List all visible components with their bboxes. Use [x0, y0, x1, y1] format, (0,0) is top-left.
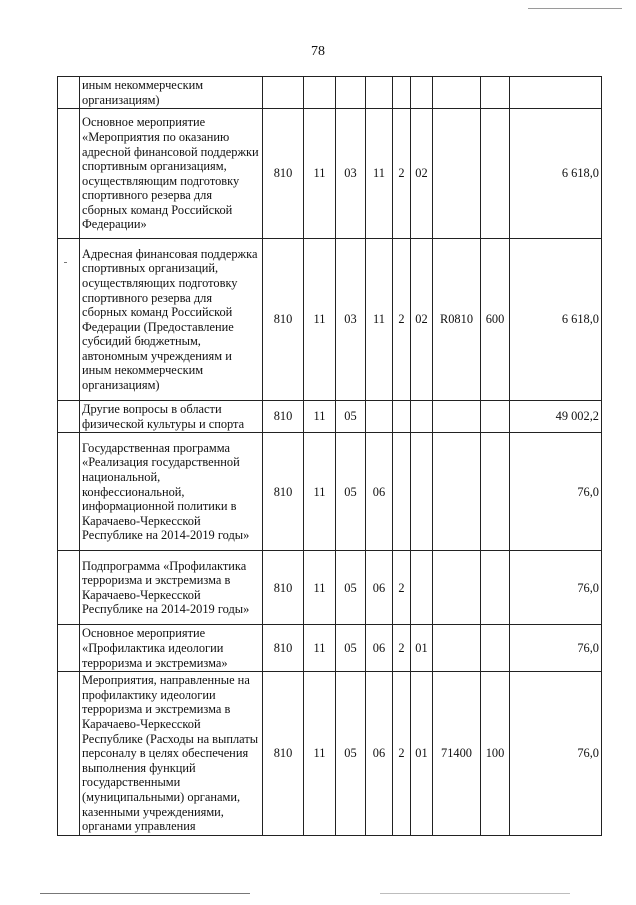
- cell-prog: 06: [366, 433, 393, 551]
- cell-mer: [411, 77, 433, 109]
- cell-gv: 810: [263, 433, 304, 551]
- cell-blank: [58, 672, 80, 836]
- cell-sub: [393, 433, 411, 551]
- cell-vr: [481, 551, 510, 625]
- cell-sub: [393, 77, 411, 109]
- cell-pr: 05: [336, 672, 366, 836]
- table-row: [58, 77, 602, 109]
- cell-amount: 76,0: [510, 433, 602, 551]
- top-rule: [528, 8, 622, 9]
- cell-prog: 06: [366, 625, 393, 672]
- cell-vr: [481, 433, 510, 551]
- cell-rz: [304, 77, 336, 109]
- cell-pr: 05: [336, 551, 366, 625]
- cell-csr: [433, 401, 481, 433]
- cell-csr: [433, 625, 481, 672]
- cell-prog: 06: [366, 672, 393, 836]
- cell-pr: 05: [336, 433, 366, 551]
- cell-csr: [433, 109, 481, 239]
- footer-rule-right: [380, 893, 570, 894]
- cell-gv: 810: [263, 109, 304, 239]
- cell-sub: 2: [393, 239, 411, 401]
- table-row: [58, 433, 602, 551]
- cell-prog: 06: [366, 551, 393, 625]
- cell-blank: [58, 433, 80, 551]
- cell-prog: 11: [366, 109, 393, 239]
- cell-amount: 76,0: [510, 672, 602, 836]
- cell-mer: [411, 433, 433, 551]
- cell-mer: 02: [411, 109, 433, 239]
- cell-gv: [263, 77, 304, 109]
- cell-amount: [510, 77, 602, 109]
- row-name: Государственная программа «Реализация государственной национальной, конфессиональной, информационной политики в Карачаево-Черкесской Республике на 2014-2019 годы»: [80, 433, 263, 551]
- cell-rz: 11: [304, 433, 336, 551]
- budget-table: [57, 76, 602, 836]
- row-name: Другие вопросы в области физической культуры и спорта: [80, 401, 263, 433]
- row-name: Адресная финансовая поддержка спортивных организаций, осуществляющих подготовку спортивного резерва для сборных команд Российской Федерации (Предоставление субсидий бюджетным, автономным учреждениям и иным некоммерческим организациям): [80, 239, 263, 401]
- page-number: 78: [311, 44, 325, 59]
- cell-gv: 810: [263, 239, 304, 401]
- cell-pr: 05: [336, 625, 366, 672]
- cell-sub: 2: [393, 109, 411, 239]
- cell-csr: 71400: [433, 672, 481, 836]
- row-name: иным некоммерческим организациям): [80, 77, 263, 109]
- cell-blank: [58, 551, 80, 625]
- cell-rz: 11: [304, 625, 336, 672]
- table-row: [58, 551, 602, 625]
- margin-mark: [64, 262, 67, 263]
- cell-vr: 100: [481, 672, 510, 836]
- cell-vr: [481, 77, 510, 109]
- cell-prog: 11: [366, 239, 393, 401]
- cell-prog: [366, 77, 393, 109]
- cell-gv: 810: [263, 625, 304, 672]
- cell-vr: [481, 109, 510, 239]
- cell-blank: [58, 239, 80, 401]
- cell-rz: 11: [304, 109, 336, 239]
- table-row: [58, 401, 602, 433]
- cell-mer: 01: [411, 625, 433, 672]
- cell-csr: [433, 551, 481, 625]
- cell-pr: 05: [336, 401, 366, 433]
- cell-sub: 2: [393, 625, 411, 672]
- cell-mer: 02: [411, 239, 433, 401]
- cell-sub: 2: [393, 551, 411, 625]
- cell-mer: 01: [411, 672, 433, 836]
- footer-rule: [40, 893, 250, 894]
- table-row: [58, 672, 602, 836]
- cell-vr: [481, 625, 510, 672]
- cell-sub: [393, 401, 411, 433]
- cell-gv: 810: [263, 401, 304, 433]
- row-name: Мероприятия, направленные на профилактику идеологии терроризма и экстремизма в Карачаево-Черкесской Республике (Расходы на выплаты персоналу в целях обеспечения выполнения функций государственными (муниципальными) органами, казенными учреждениями, органами управления: [80, 672, 263, 836]
- cell-amount: 49 002,2: [510, 401, 602, 433]
- cell-amount: 6 618,0: [510, 109, 602, 239]
- cell-blank: [58, 401, 80, 433]
- cell-sub: 2: [393, 672, 411, 836]
- row-name: Основное мероприятие «Профилактика идеологии терроризма и экстремизма»: [80, 625, 263, 672]
- cell-amount: 76,0: [510, 551, 602, 625]
- cell-csr: [433, 77, 481, 109]
- cell-pr: 03: [336, 239, 366, 401]
- cell-blank: [58, 77, 80, 109]
- cell-csr: [433, 433, 481, 551]
- cell-vr: 600: [481, 239, 510, 401]
- cell-blank: [58, 109, 80, 239]
- table-row: [58, 625, 602, 672]
- table-row: [58, 109, 602, 239]
- cell-prog: [366, 401, 393, 433]
- cell-rz: 11: [304, 672, 336, 836]
- table-row: [58, 239, 602, 401]
- cell-rz: 11: [304, 401, 336, 433]
- cell-rz: 11: [304, 239, 336, 401]
- cell-mer: [411, 551, 433, 625]
- cell-amount: 76,0: [510, 625, 602, 672]
- cell-mer: [411, 401, 433, 433]
- cell-gv: 810: [263, 551, 304, 625]
- cell-gv: 810: [263, 672, 304, 836]
- row-name: Подпрограмма «Профилактика терроризма и экстремизма в Карачаево-Черкесской Республике на 2014-2019 годы»: [80, 551, 263, 625]
- row-name: Основное мероприятие «Мероприятия по оказанию адресной финансовой поддержки спортивным организациям, осуществляющим подготовку спортивного резерва для сборных команд Российской Федерации»: [80, 109, 263, 239]
- cell-blank: [58, 625, 80, 672]
- cell-vr: [481, 401, 510, 433]
- cell-csr: R0810: [433, 239, 481, 401]
- cell-pr: [336, 77, 366, 109]
- cell-rz: 11: [304, 551, 336, 625]
- cell-amount: 6 618,0: [510, 239, 602, 401]
- cell-pr: 03: [336, 109, 366, 239]
